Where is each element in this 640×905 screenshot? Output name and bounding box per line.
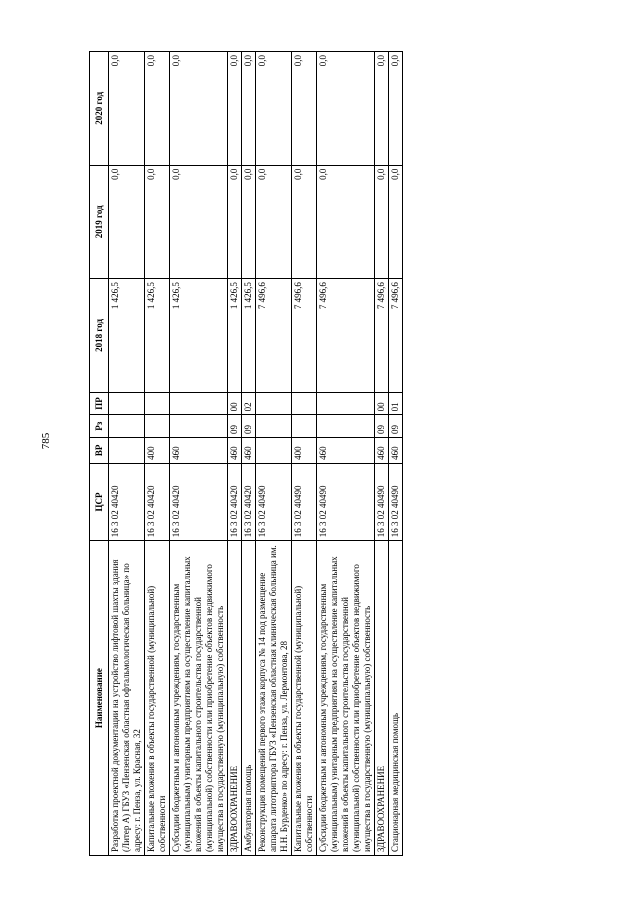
cell-vr: 400 xyxy=(145,438,170,464)
cell-vr: 460 xyxy=(389,438,403,464)
cell-pr xyxy=(109,392,145,415)
cell-2020: 0,0 xyxy=(292,52,317,166)
cell-rz xyxy=(145,415,170,438)
cell-csr: 16 3 02 40420 xyxy=(145,463,170,540)
table-row xyxy=(292,52,317,856)
cell-pr: 01 xyxy=(389,392,403,415)
table-row xyxy=(256,52,292,856)
cell-vr: 400 xyxy=(292,438,317,464)
cell-2018: 7 496,6 xyxy=(317,279,375,393)
table-row xyxy=(389,52,403,856)
cell-2020: 0,0 xyxy=(109,52,145,166)
cell-2018: 1 426,5 xyxy=(170,279,228,393)
header-name: Наименование xyxy=(90,541,109,856)
header-pr: ПР xyxy=(90,392,109,415)
page-number: 785 xyxy=(40,432,52,450)
cell-rz xyxy=(292,415,317,438)
cell-2019: 0,0 xyxy=(170,165,228,279)
cell-2020: 0,0 xyxy=(170,52,228,166)
table-row xyxy=(170,52,228,856)
table-row xyxy=(109,52,145,856)
cell-2018: 1 426,5 xyxy=(109,279,145,393)
table-row xyxy=(375,52,389,856)
cell-2018: 1 426,5 xyxy=(242,279,256,393)
cell-name: Амбулаторная помощь xyxy=(242,541,256,856)
cell-2018: 7 496,6 xyxy=(375,279,389,393)
table-header-row xyxy=(90,52,109,856)
cell-name: ЗДРАВООХРАНЕНИЕ xyxy=(375,541,389,856)
cell-2018: 7 496,6 xyxy=(389,279,403,393)
cell-pr: 00 xyxy=(228,392,242,415)
cell-2018: 1 426,5 xyxy=(228,279,242,393)
cell-2020: 0,0 xyxy=(256,52,292,166)
cell-rz: 09 xyxy=(389,415,403,438)
header-2019: 2019 год xyxy=(90,165,109,279)
cell-vr: 460 xyxy=(317,438,375,464)
cell-2019: 0,0 xyxy=(242,165,256,279)
cell-csr: 16 3 02 40490 xyxy=(292,463,317,540)
cell-pr: 00 xyxy=(375,392,389,415)
cell-2019: 0,0 xyxy=(389,165,403,279)
cell-2019: 0,0 xyxy=(228,165,242,279)
cell-2018: 7 496,6 xyxy=(256,279,292,393)
cell-2019: 0,0 xyxy=(375,165,389,279)
table-row xyxy=(228,52,242,856)
cell-vr xyxy=(109,438,145,464)
header-csr: ЦСР xyxy=(90,463,109,540)
cell-csr: 16 3 02 40490 xyxy=(317,463,375,540)
header-2020: 2020 год xyxy=(90,52,109,166)
budget-table xyxy=(89,51,403,856)
cell-pr: 02 xyxy=(242,392,256,415)
cell-rz: 09 xyxy=(375,415,389,438)
header-vr: ВР xyxy=(90,438,109,464)
cell-2018: 7 496,6 xyxy=(292,279,317,393)
header-2018: 2018 год xyxy=(90,279,109,393)
cell-name: Разработка проектной документации на устройство лифтовой шахты здания (Литер А) ГБУЗ «Пензенская областная офтальмологическая больница» по адресу: г. Пенза, ул. Красная, 32 xyxy=(109,541,145,856)
cell-2019: 0,0 xyxy=(145,165,170,279)
cell-2020: 0,0 xyxy=(145,52,170,166)
cell-pr xyxy=(170,392,228,415)
cell-csr: 16 3 02 40420 xyxy=(242,463,256,540)
cell-name: ЗДРАВООХРАНЕНИЕ xyxy=(228,541,242,856)
cell-pr xyxy=(145,392,170,415)
rotated-table-wrapper xyxy=(89,51,559,856)
cell-csr: 16 3 02 40490 xyxy=(389,463,403,540)
cell-2020: 0,0 xyxy=(228,52,242,166)
cell-2020: 0,0 xyxy=(317,52,375,166)
cell-csr: 16 3 02 40490 xyxy=(375,463,389,540)
cell-vr: 460 xyxy=(375,438,389,464)
cell-2020: 0,0 xyxy=(375,52,389,166)
cell-csr: 16 3 02 40420 xyxy=(228,463,242,540)
cell-pr xyxy=(292,392,317,415)
cell-rz xyxy=(170,415,228,438)
cell-2020: 0,0 xyxy=(242,52,256,166)
cell-name: Субсидии бюджетным и автономным учреждениям, государственным (муниципальным) унитарным предприятиям на осуществление капитальных вложений в объекты капитального строительства государственной (муниципальной) собственности или приобретение объектов недвижимого имущества в государственную (муниципальную) собственность xyxy=(170,541,228,856)
cell-name: Капитальные вложения в объекты государственной (муниципальной) собственности xyxy=(145,541,170,856)
cell-2019: 0,0 xyxy=(109,165,145,279)
cell-rz: 09 xyxy=(228,415,242,438)
cell-vr: 460 xyxy=(242,438,256,464)
table-body xyxy=(109,52,403,856)
header-rz: Рз xyxy=(90,415,109,438)
cell-2019: 0,0 xyxy=(292,165,317,279)
cell-rz xyxy=(256,415,292,438)
cell-rz xyxy=(109,415,145,438)
table-row xyxy=(242,52,256,856)
cell-vr xyxy=(256,438,292,464)
table-row xyxy=(145,52,170,856)
cell-pr xyxy=(256,392,292,415)
cell-csr: 16 3 02 40420 xyxy=(170,463,228,540)
cell-2020: 0,0 xyxy=(389,52,403,166)
cell-2019: 0,0 xyxy=(317,165,375,279)
table-row xyxy=(317,52,375,856)
cell-rz xyxy=(317,415,375,438)
cell-name: Реконструкция помещений первого этажа корпуса № 14 под размещение аппарата литотриптора ГБУЗ «Пензенская областная клиническая больница им. Н.Н. Бурденко» по адресу: г. Пенза, ул. Лермонтова, 28 xyxy=(256,541,292,856)
cell-pr xyxy=(317,392,375,415)
cell-rz: 09 xyxy=(242,415,256,438)
cell-2019: 0,0 xyxy=(256,165,292,279)
cell-vr: 460 xyxy=(170,438,228,464)
cell-name: Капитальные вложения в объекты государственной (муниципальной) собственности xyxy=(292,541,317,856)
cell-csr: 16 3 02 40420 xyxy=(109,463,145,540)
cell-vr: 460 xyxy=(228,438,242,464)
cell-2018: 1 426,5 xyxy=(145,279,170,393)
cell-name: Стационарная медицинская помощь xyxy=(389,541,403,856)
cell-name: Субсидии бюджетным и автономным учреждениям, государственным (муниципальным) унитарным предприятиям на осуществление капитальных вложений в объекты капитального строительства государственной (муниципальной) собственности или приобретение объектов недвижимого имущества в государственную (муниципальную) собственность xyxy=(317,541,375,856)
cell-csr: 16 3 02 40490 xyxy=(256,463,292,540)
